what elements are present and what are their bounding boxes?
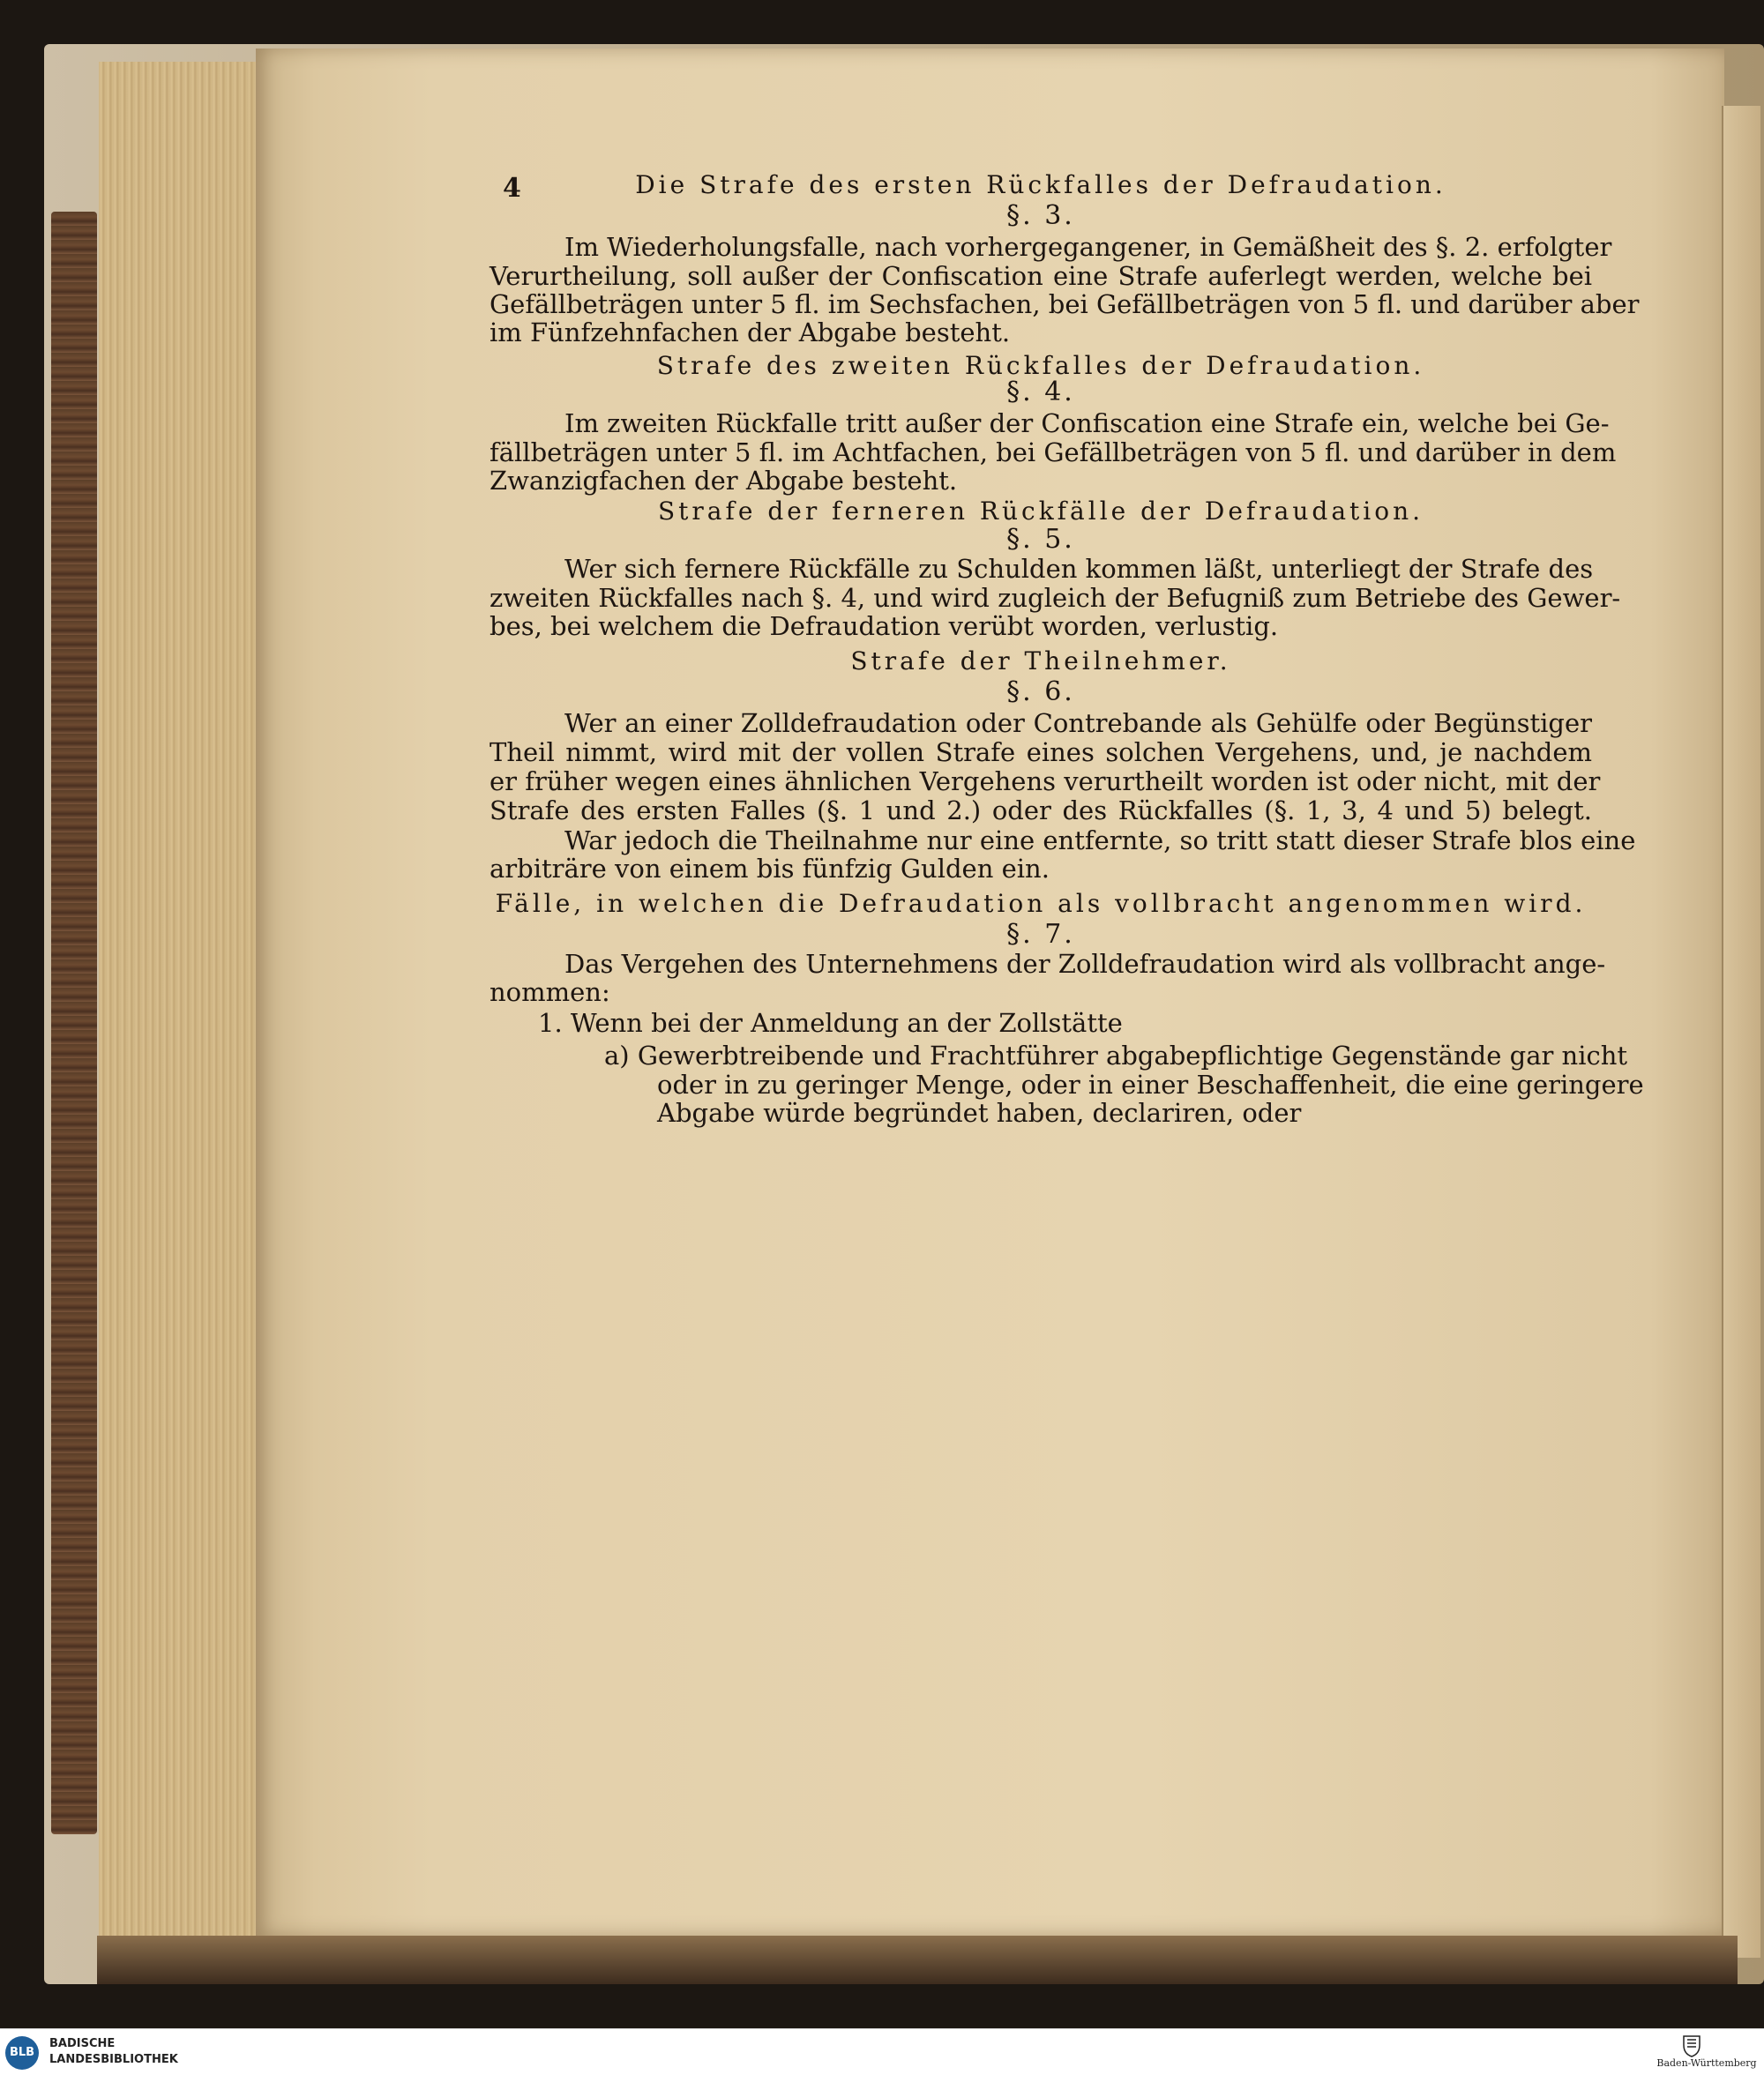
section-heading: Die Strafe des ersten Rückfalles der Defraudation.: [635, 170, 1446, 199]
text-line: bes, bei welchem die Defraudation verübt worden, verlustig.: [490, 611, 1279, 641]
paragraph-number: §. 3.: [1006, 200, 1075, 231]
book-bottom-edge: [97, 1936, 1738, 1984]
text-line: Im zweiten Rückfalle tritt außer der Confiscation eine Strafe ein, welche bei Ge-: [564, 408, 1610, 438]
paragraph-number: §. 5.: [1006, 524, 1075, 555]
section-heading: Strafe der ferneren Rückfälle der Defraudation.: [657, 496, 1424, 526]
section-heading: Strafe des zweiten Rückfalles der Defraudation.: [656, 351, 1425, 380]
text-line: Strafe des ersten Falles (§. 1 und 2.) oder des Rückfalles (§. 1, 3, 4 und 5) belegt.: [490, 795, 1592, 825]
text-line: Theil nimmt, wird mit der vollen Strafe eines solchen Vergehens, und, je nachdem: [490, 737, 1592, 767]
library-name-line2: LANDESBIBLIOTHEK: [49, 2053, 178, 2066]
footer-bar: [0, 2028, 1764, 2075]
paragraph-number: §. 7.: [1006, 919, 1075, 950]
page-stack-edge: [99, 62, 260, 1940]
text-line: Wer an einer Zolldefraudation oder Contrebande als Gehülfe oder Begünstiger: [564, 708, 1592, 738]
text-line: Abgabe würde begründet haben, declariren, oder: [657, 1098, 1302, 1128]
paragraph-number: §. 4.: [1006, 377, 1075, 407]
section-heading: Strafe der Theilnehmer.: [850, 646, 1231, 675]
text-line: Wer sich fernere Rückfälle zu Schulden kommen läßt, unterliegt der Strafe des: [564, 554, 1594, 584]
text-line: Im Wiederholungsfalle, nach vorhergegangener, in Gemäßheit des §. 2. erfolgter: [564, 232, 1612, 262]
text-line: a) Gewerbtreibende und Frachtführer abgabepflichtige Gegenstände gar nicht: [604, 1041, 1628, 1071]
text-line: Zwanzigfachen der Abgabe besteht.: [490, 466, 958, 496]
text-line: arbiträre von einem bis fünfzig Gulden ein.: [490, 854, 1050, 884]
library-name-line1: BADISCHE: [49, 2037, 116, 2050]
text-line: Gefällbeträgen unter 5 fl. im Sechsfachen, bei Gefällbeträgen von 5 fl. und darüber aber: [490, 289, 1640, 319]
library-name[interactable]: [49, 2036, 261, 2068]
section-heading: Fälle, in welchen die Defraudation als vollbracht angenommen wird.: [495, 889, 1587, 918]
text-line: er früher wegen eines ähnlichen Vergehens verurtheilt worden ist oder nicht, mit der: [490, 766, 1601, 796]
text-line: fällbeträgen unter 5 fl. im Achtfachen, bei Gefällbeträgen von 5 fl. und darüber in dem: [490, 437, 1617, 467]
text-line: 1. Wenn bei der Anmeldung an der Zollstätte: [538, 1008, 1123, 1038]
text-line: Verurtheilung, soll außer der Confiscation eine Strafe auferlegt werden, welche bei: [490, 261, 1592, 291]
page-number: 4: [503, 173, 521, 204]
text-line: zweiten Rückfalles nach §. 4, und wird zugleich der Befugniß zum Betriebe des Gewer-: [490, 583, 1621, 613]
text-line: War jedoch die Theilnahme nur eine entfernte, so tritt statt dieser Strafe blos eine: [564, 825, 1636, 855]
text-line: Das Vergehen des Unternehmens der Zolldefraudation wird als vollbracht ange-: [564, 949, 1606, 979]
text-line: im Fünfzehnfachen der Abgabe besteht.: [490, 317, 1011, 347]
paragraph-number: §. 6.: [1006, 676, 1075, 707]
text-line: oder in zu geringer Menge, oder in einer Beschaffenheit, die eine geringere: [657, 1070, 1644, 1100]
state-crest-icon: [1680, 2033, 1703, 2057]
state-name: Baden-Württemberg: [1656, 2057, 1757, 2069]
cover-binding-stain: [51, 212, 97, 1834]
blb-logo-icon[interactable]: BLB: [5, 2036, 39, 2070]
facing-page-leaf: [1722, 106, 1760, 1958]
text-line: nommen:: [490, 977, 610, 1007]
